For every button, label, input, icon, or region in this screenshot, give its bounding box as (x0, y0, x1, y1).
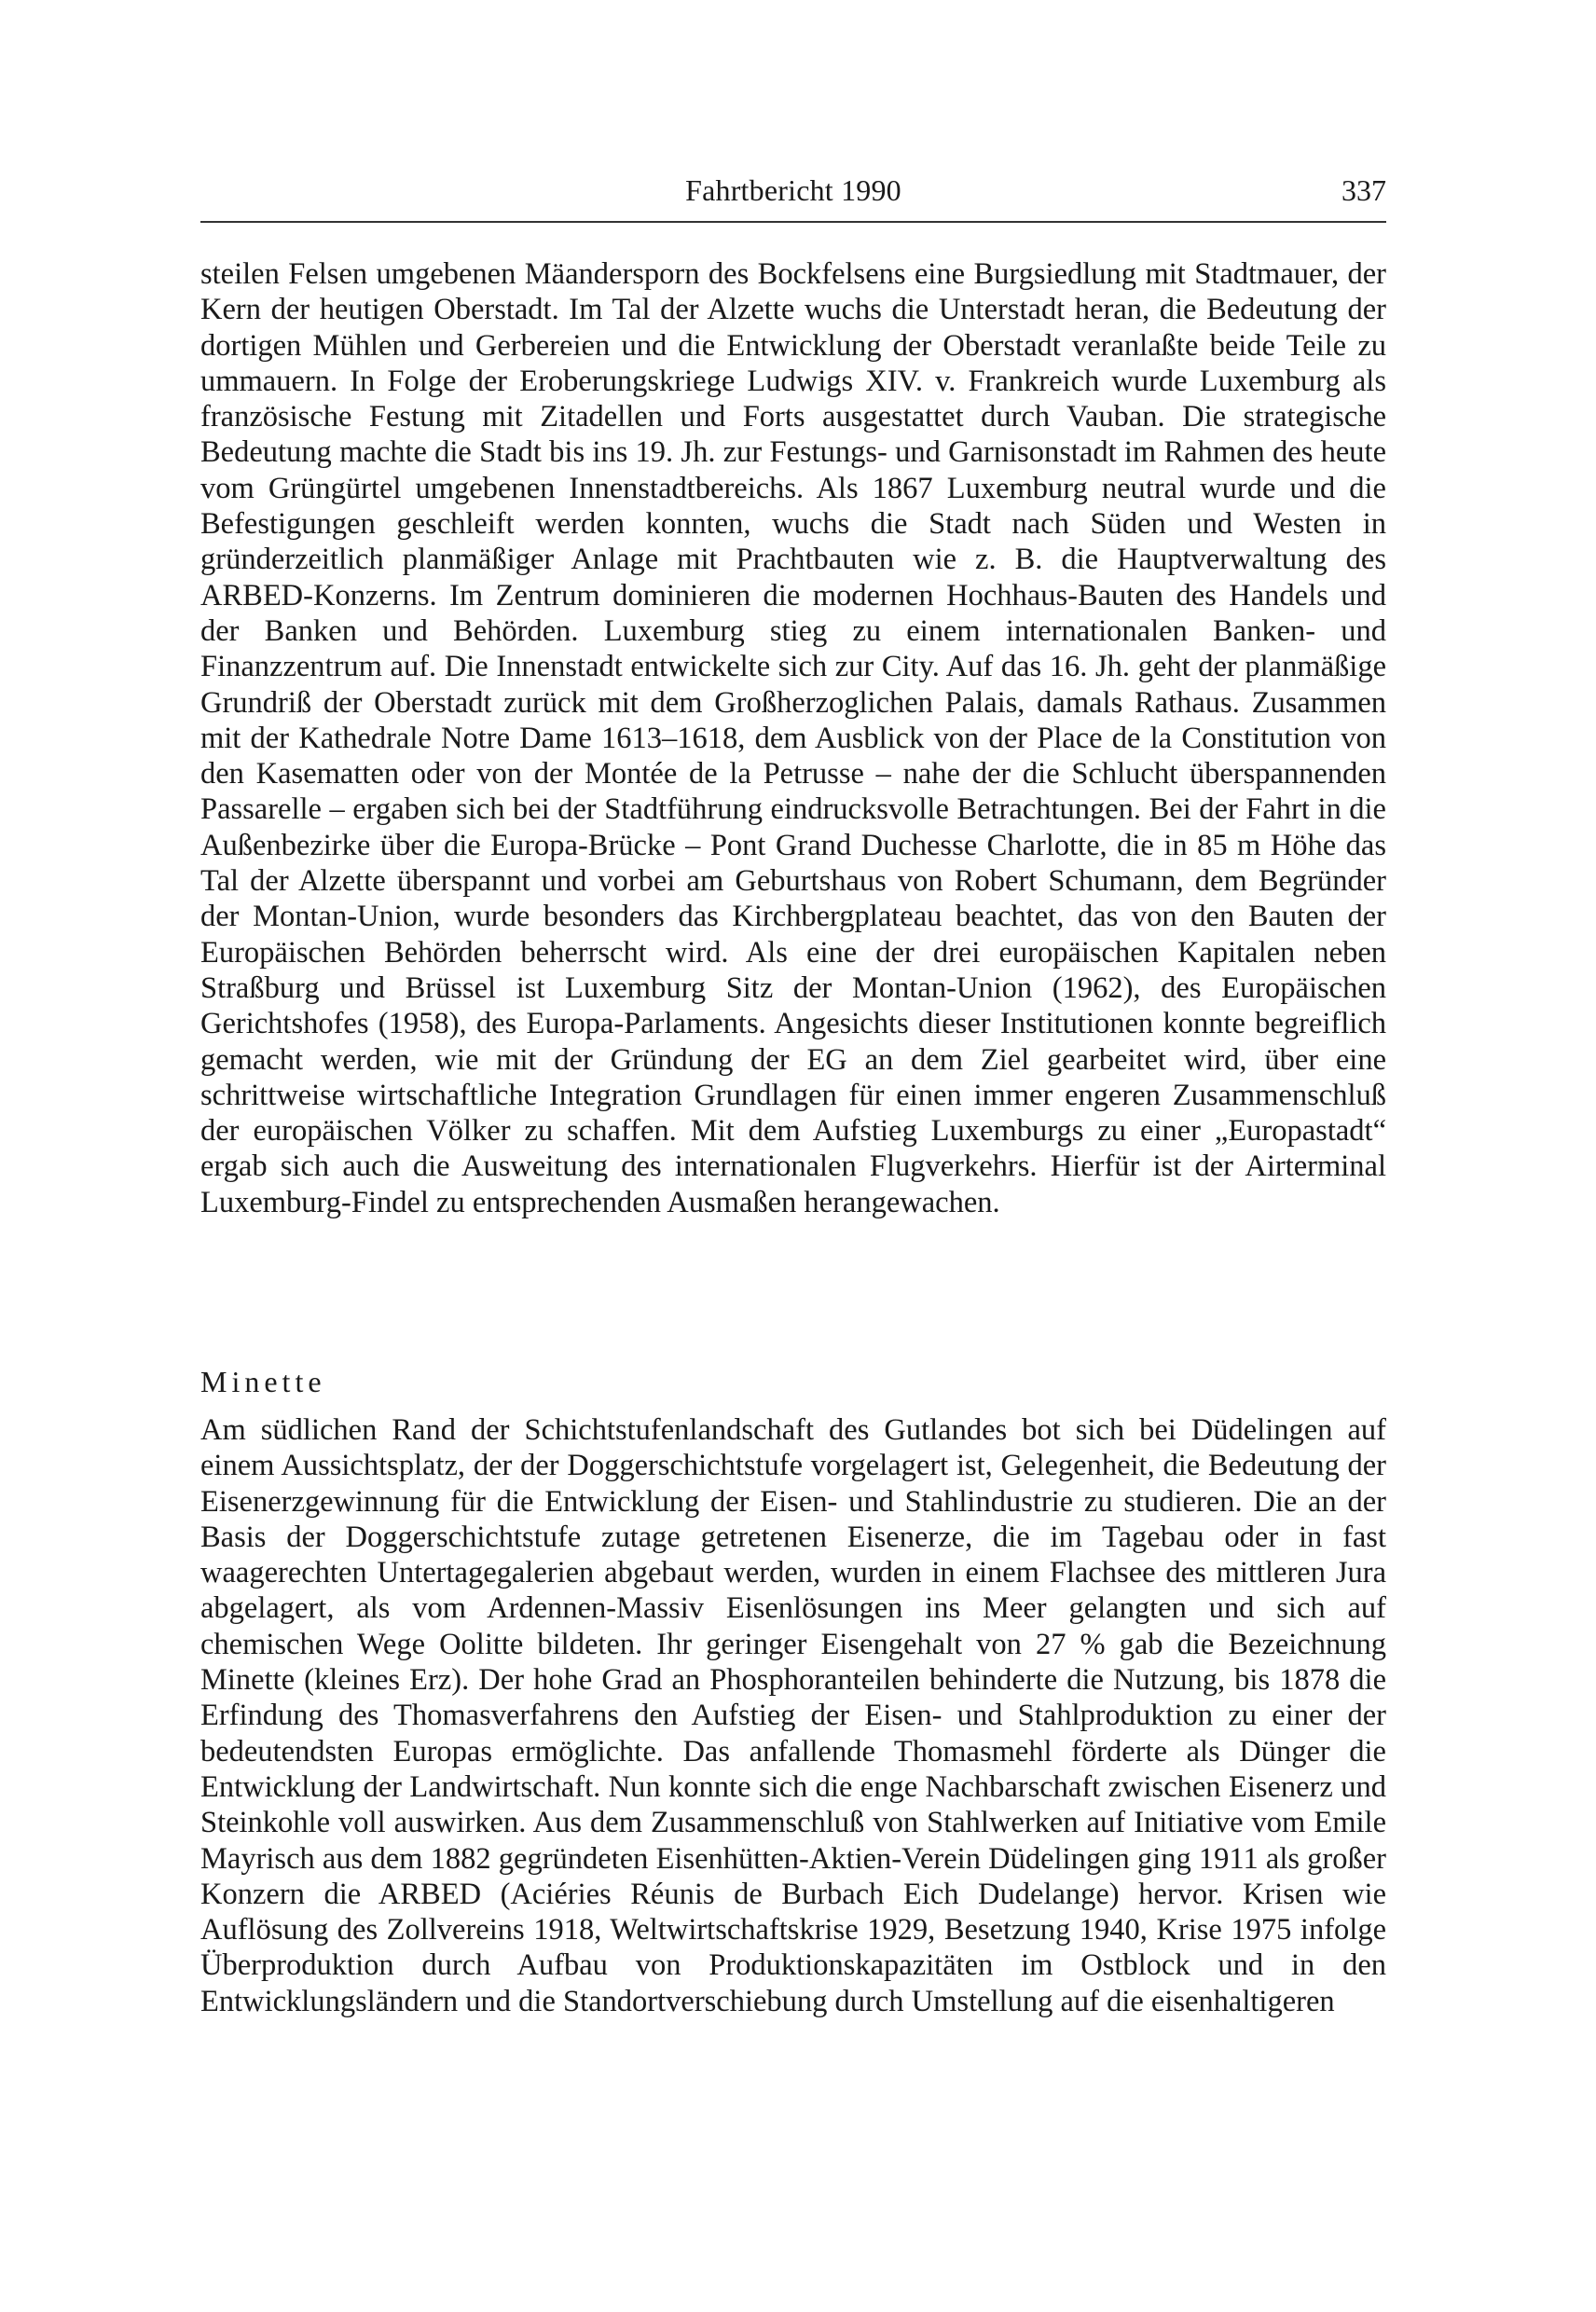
running-head (200, 168, 1386, 213)
header-rule (200, 221, 1386, 223)
body-paragraph-minette: Am südlichen Rand der Schichtstufenlandschaft des Gutlandes bot sich bei Düdelingen auf einem Aussichtsplatz, der der Doggerschichtstufe vorgelagert ist, Gelegenheit, die Bedeutung der Eisenerzgewinnung für die Entwicklung der Eisen- und Stahlindustrie zu studieren. Die an der Basis der Doggerschichtstufe zutage getretenen Eisenerze, die im Tagebau oder in fast waagerechten Untertagegalerien abgebaut werden, wurden in einem Flachsee des mittleren Jura abgelagert, als vom Ardennen-Massiv Eisenlösungen ins Meer gelangten und sich auf chemischen Wege Oolitte bildeten. Ihr geringer Eisengehalt von 27 % gab die Bezeichnung Minette (kleines Erz). Der hohe Grad an Phosphoranteilen behinderte die Nutzung, bis 1878 die Erfindung des Thomasverfahrens den Aufstieg der Eisen- und Stahlproduktion zu einer der bedeutendsten Europas ermöglichte. Das anfallende Thomasmehl förderte als Dünger die Entwicklung der Landwirtschaft. Nun konnte sich die enge Nachbarschaft zwischen Eisenerz und Steinkohle voll auswirken. Aus dem Zusammenschluß von Stahlwerken auf Initiative vom Emile Mayrisch aus dem 1882 gegründeten Eisenhütten-Aktien-Verein Düdelingen ging 1911 als großer Konzern die ARBED (Aciéries Réunis de Burbach Eich Dudelange) hervor. Krisen wie Auflösung des Zollvereins 1918, Weltwirtschaftskrise 1929, Besetzung 1940, Krise 1975 infolge Überproduktion durch Aufbau von Produktionskapazitäten im Ostblock und in den Entwicklungsländern und die Standortverschiebung durch Umstellung auf die eisenhaltigeren (200, 1413, 1386, 2018)
body-paragraph-luxemburg: steilen Felsen umgebenen Mäandersporn des Bockfelsens eine Burgsiedlung mit Stadtmauer, der Kern der heutigen Oberstadt. Im Tal der Alzette wuchs die Unterstadt heran, die Bedeutung der dortigen Mühlen und Gerbereien und die Entwicklung der Oberstadt veranlaßte beide Teile zu ummauern. In Folge der Eroberungskriege Ludwigs XIV. v. Frankreich wurde Luxemburg als französische Festung mit Zitadellen und Forts ausgestattet durch Vauban. Die strategische Bedeutung machte die Stadt bis ins 19. Jh. zur Festungs- und Garnisonstadt im Rahmen des heute vom Grüngürtel umgebenen Innenstadtbereichs. Als 1867 Luxemburg neutral wurde und die Befestigungen geschleift werden konnten, wuchs die Stadt nach Süden und Westen in gründerzeitlich planmäßiger Anlage mit Prachtbauten wie z. B. die Hauptverwaltung des ARBED-Konzerns. Im Zentrum dominieren die modernen Hochhaus-Bauten des Handels und der Banken und Behörden. Luxemburg stieg zu einem internationalen Banken- und Finanzzentrum auf. Die Innenstadt entwickelte sich zur City. Auf das 16. Jh. geht der planmäßige Grundriß der Oberstadt zurück mit dem Großherzoglichen Palais, damals Rathaus. Zusammen mit der Kathedrale Notre Dame 1613–1618, dem Ausblick von der Place de la Constitution von den Kasematten oder von der Montée de la Petrusse – nahe der die Schlucht überspannenden Passarelle – ergaben sich bei der Stadtführung eindrucksvolle Betrachtungen. Bei der Fahrt in die Außenbezirke über die Europa-Brücke – Pont Grand Duchesse Charlotte, die in 85 m Höhe das Tal der Alzette überspannt und vorbei am Geburtshaus von Robert Schumann, dem Begründer der Montan-Union, wurde besonders das Kirchbergplateau beachtet, das von den Bauten der Europäischen Behörden beherrscht wird. Als eine der drei europäischen Kapitalen neben Straßburg und Brüssel ist Luxemburg Sitz der Montan-Union (1962), des Europäischen Gerichtshofes (1958), des Europa-Parlaments. Angesichts dieser Institutionen konnte begreiflich gemacht werden, wie mit der Gründung der EG an dem Ziel gearbeitet wird, über eine schrittweise wirtschaftliche Integration Grundlagen für einen immer engeren Zusammenschluß der europäischen Völker zu schaffen. Mit dem Aufstieg Luxemburgs zu einer „Europastadt“ ergab sich auch die Ausweitung des internationalen Flugverkehrs. Hierfür ist der Airterminal Luxemburg-Findel zu entsprechenden Ausmaßen herangewachen. (200, 257, 1386, 1219)
page-number: 337 (1341, 173, 1386, 207)
section-heading-minette: Minette (200, 1365, 326, 1398)
running-title: Fahrtbericht 1990 (685, 173, 901, 207)
